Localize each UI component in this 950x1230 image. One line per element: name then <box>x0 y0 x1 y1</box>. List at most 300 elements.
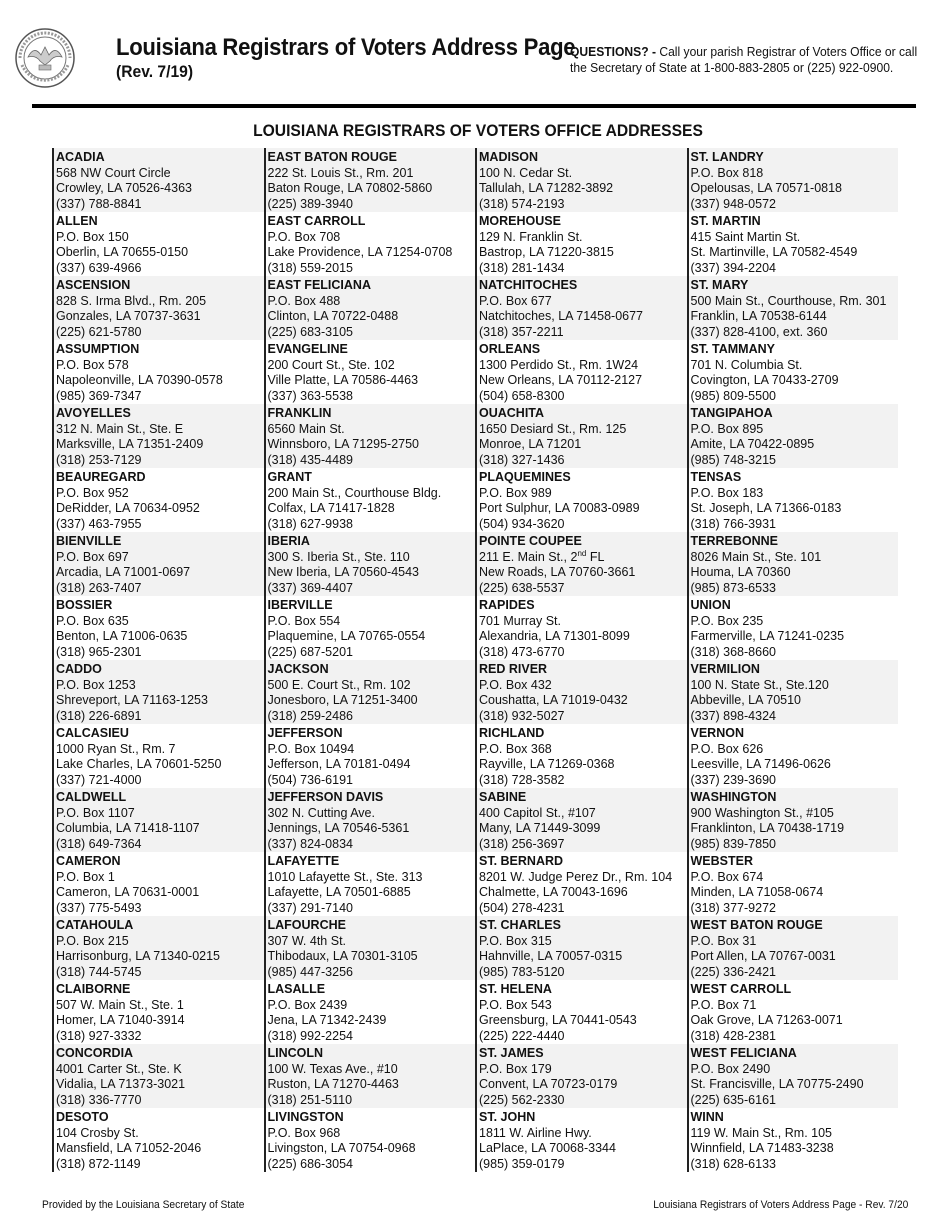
parish-name: CLAIBORNE <box>56 982 131 996</box>
parish-name: RICHLAND <box>479 726 545 740</box>
address-line-1: 1650 Desiard St., Rm. 125 <box>479 421 627 436</box>
parish-entry <box>477 148 687 212</box>
parish-name: LASALLE <box>267 982 326 996</box>
address-line-1: 701 N. Columbia St. <box>690 357 803 372</box>
address-line-2: Many, LA 71449-3099 <box>479 821 601 836</box>
address-line-1: 100 N. State St., Ste.120 <box>690 677 829 692</box>
parish-entry <box>689 852 899 916</box>
phone-number: (225) 389-3940 <box>267 196 353 211</box>
phone-number: (985) 369-7347 <box>56 388 142 403</box>
address-line-1: 300 S. Iberia St., Ste. 110 <box>267 549 410 564</box>
phone-number: (225) 683-3105 <box>267 324 353 339</box>
parish-entry <box>689 980 899 1044</box>
address-line-2: St. Francisville, LA 70775-2490 <box>690 1077 864 1092</box>
parish-entry <box>689 340 899 404</box>
parish-entry <box>54 468 264 532</box>
parish-name: MOREHOUSE <box>479 214 561 228</box>
parish-entry <box>266 276 476 340</box>
parish-entry <box>54 212 264 276</box>
parish-name: ORLEANS <box>479 342 541 356</box>
phone-number: (318) 263-7407 <box>56 580 142 595</box>
address-line-2: Tallulah, LA 71282-3892 <box>479 181 614 196</box>
address-line-1: P.O. Box 697 <box>56 549 129 564</box>
parish-name: WASHINGTON <box>690 790 777 804</box>
address-line-2: Thibodaux, LA 70301-3105 <box>267 949 418 964</box>
address-line-2: Gonzales, LA 70737-3631 <box>56 309 201 324</box>
address-line-2: Alexandria, LA 71301-8099 <box>479 629 630 644</box>
parish-entry <box>477 788 687 852</box>
phone-number: (504) 736-6191 <box>267 772 353 787</box>
parish-entry <box>689 148 899 212</box>
parish-entry <box>266 468 476 532</box>
address-line-2: Covington, LA 70433-2709 <box>690 373 839 388</box>
questions-label: QUESTIONS? - <box>570 44 656 59</box>
parish-name: BOSSIER <box>56 598 113 612</box>
address-line-2: Cameron, LA 70631-0001 <box>56 885 200 900</box>
address-line-2: Winnfield, LA 71483-3238 <box>690 1141 834 1156</box>
address-line-1: P.O. Box 626 <box>690 741 764 756</box>
address-line-2: Napoleonville, LA 70390-0578 <box>56 373 223 388</box>
address-line-1: P.O. Box 235 <box>690 613 764 628</box>
address-line-1: 900 Washington St., #105 <box>690 805 834 820</box>
address-line-1: 312 N. Main St., Ste. E <box>56 421 184 436</box>
address-line-2: LaPlace, LA 70068-3344 <box>479 1141 616 1156</box>
phone-number: (225) 635-6161 <box>690 1092 776 1107</box>
phone-number: (318) 428-2381 <box>690 1028 776 1043</box>
address-line-1: 1010 Lafayette St., Ste. 313 <box>267 869 423 884</box>
parish-entry <box>266 340 476 404</box>
address-line-2: Shreveport, LA 71163-1253 <box>56 693 208 708</box>
phone-number: (318) 927-3332 <box>56 1028 142 1043</box>
phone-number: (318) 368-8660 <box>690 644 776 659</box>
address-line-2: Franklin, LA 70538-6144 <box>690 309 827 324</box>
address-line-1: 507 W. Main St., Ste. 1 <box>56 997 184 1012</box>
address-line-1: P.O. Box 578 <box>56 357 129 372</box>
address-line-1: P.O. Box 818 <box>690 165 764 180</box>
address-line-1: 211 E. Main St., 2nd FL <box>479 548 605 564</box>
address-line-2: Natchitoches, LA 71458-0677 <box>479 309 644 324</box>
parish-entry <box>477 660 687 724</box>
page-heading: LOUISIANA REGISTRARS OF VOTERS OFFICE ADDRESSES <box>253 121 703 140</box>
phone-number: (318) 627-9938 <box>267 516 353 531</box>
parish-name: WEST CARROLL <box>690 982 792 996</box>
address-line-2: St. Joseph, LA 71366-0183 <box>690 501 842 516</box>
address-line-1: 500 E. Court St., Rm. 102 <box>267 677 411 692</box>
address-line-2: New Orleans, LA 70112-2127 <box>479 373 643 388</box>
parish-name: UNION <box>690 598 731 612</box>
parish-name: ASSUMPTION <box>56 342 140 356</box>
address-line-2: Oberlin, LA 70655-0150 <box>56 245 189 260</box>
address-line-2: New Roads, LA 70760-3661 <box>479 565 636 580</box>
parish-name: ASCENSION <box>56 278 131 292</box>
phone-number: (318) 327-1436 <box>479 452 565 467</box>
parish-entry <box>54 404 264 468</box>
parish-entry <box>477 468 687 532</box>
address-line-2: Bastrop, LA 71220-3815 <box>479 245 614 260</box>
address-line-2: Jennings, LA 70546-5361 <box>267 821 410 836</box>
address-line-1: P.O. Box 368 <box>479 741 552 756</box>
parish-entry <box>266 916 476 980</box>
address-line-1: P.O. Box 635 <box>56 613 129 628</box>
parish-name: LAFOURCHE <box>267 918 346 932</box>
phone-number: (318) 253-7129 <box>56 452 142 467</box>
parish-name: CADDO <box>56 662 102 676</box>
address-grid <box>52 148 898 1172</box>
parish-entry <box>266 404 476 468</box>
address-line-1: 8026 Main St., Ste. 101 <box>690 549 822 564</box>
address-line-2: St. Martinville, LA 70582-4549 <box>690 245 858 260</box>
parish-entry <box>689 404 899 468</box>
phone-number: (318) 965-2301 <box>56 644 142 659</box>
address-line-1: P.O. Box 674 <box>690 869 764 884</box>
address-line-2: Clinton, LA 70722-0488 <box>267 309 399 324</box>
parish-entry <box>54 916 264 980</box>
phone-number: (337) 463-7955 <box>56 516 142 531</box>
phone-number: (318) 256-3697 <box>479 836 565 851</box>
phone-number: (318) 559-2015 <box>267 260 353 275</box>
address-line-2: Farmerville, LA 71241-0235 <box>690 629 845 644</box>
parish-entry <box>54 532 264 596</box>
parish-entry <box>689 596 899 660</box>
parish-name: CATAHOULA <box>56 918 134 932</box>
parish-name: EVANGELINE <box>267 342 348 356</box>
address-line-2: Chalmette, LA 70043-1696 <box>479 885 628 900</box>
phone-number: (225) 638-5537 <box>479 580 565 595</box>
address-line-1: P.O. Box 315 <box>479 933 552 948</box>
parish-entry <box>477 340 687 404</box>
address-line-1: 400 Capitol St., #107 <box>479 805 596 820</box>
address-line-1: P.O. Box 71 <box>690 997 757 1012</box>
address-line-1: 415 Saint Martin St. <box>690 229 801 244</box>
address-line-2: Port Allen, LA 70767-0031 <box>690 949 836 964</box>
parish-name: ACADIA <box>56 150 105 164</box>
parish-name: ST. CHARLES <box>479 918 561 932</box>
parish-name: TENSAS <box>690 470 742 484</box>
parish-entry <box>54 724 264 788</box>
parish-name: FRANKLIN <box>267 406 332 420</box>
parish-entry <box>266 212 476 276</box>
address-line-1: P.O. Box 543 <box>479 997 552 1012</box>
parish-entry <box>266 532 476 596</box>
parish-entry <box>689 1044 899 1108</box>
parish-name: TERREBONNE <box>690 534 779 548</box>
parish-entry <box>266 1044 476 1108</box>
address-line-2: Greensburg, LA 70441-0543 <box>479 1013 637 1028</box>
address-line-1: 500 Main St., Courthouse, Rm. 301 <box>690 293 887 308</box>
parish-name: DESOTO <box>56 1110 109 1124</box>
parish-entry <box>689 788 899 852</box>
address-line-1: P.O. Box 150 <box>56 229 129 244</box>
address-line-1: 4001 Carter St., Ste. K <box>56 1061 182 1076</box>
address-line-1: 1000 Ryan St., Rm. 7 <box>56 741 176 756</box>
parish-entry <box>689 1108 899 1172</box>
address-line-1: P.O. Box 179 <box>479 1061 552 1076</box>
phone-number: (337) 639-4966 <box>56 260 142 275</box>
address-line-2: Columbia, LA 71418-1107 <box>56 821 200 836</box>
parish-name: ALLEN <box>56 214 98 228</box>
parish-name: ST. HELENA <box>479 982 552 996</box>
address-line-2: Livingston, LA 70754-0968 <box>267 1141 416 1156</box>
phone-number: (985) 359-0179 <box>479 1156 565 1171</box>
phone-number: (318) 377-9272 <box>690 900 776 915</box>
address-line-1: 100 N. Cedar St. <box>479 165 573 180</box>
address-line-1: 1300 Perdido St., Rm. 1W24 <box>479 357 639 372</box>
parish-name: BEAUREGARD <box>56 470 146 484</box>
address-line-2: Harrisonburg, LA 71340-0215 <box>56 949 221 964</box>
address-line-2: Crowley, LA 70526-4363 <box>56 181 192 196</box>
parish-entry <box>54 660 264 724</box>
phone-number: (985) 873-6533 <box>690 580 776 595</box>
phone-number: (337) 828-4100, ext. 360 <box>690 324 828 339</box>
parish-name: VERNON <box>690 726 744 740</box>
address-line-1: P.O. Box 895 <box>690 421 764 436</box>
parish-entry <box>266 660 476 724</box>
address-line-1: 119 W. Main St., Rm. 105 <box>690 1125 832 1140</box>
address-line-1: 828 S. Irma Blvd., Rm. 205 <box>56 293 207 308</box>
phone-number: (318) 728-3582 <box>479 772 565 787</box>
parish-entry <box>689 532 899 596</box>
address-line-1: 200 Main St., Courthouse Bldg. <box>267 485 442 500</box>
parish-name: WEST FELICIANA <box>690 1046 797 1060</box>
parish-entry <box>54 148 264 212</box>
parish-entry <box>477 1108 687 1172</box>
address-line-1: P.O. Box 1 <box>56 869 115 884</box>
parish-entry <box>477 980 687 1044</box>
address-line-1: 701 Murray St. <box>479 613 561 628</box>
phone-number: (225) 562-2330 <box>479 1092 565 1107</box>
address-line-2: Jena, LA 71342-2439 <box>267 1013 387 1028</box>
phone-number: (318) 336-7770 <box>56 1092 142 1107</box>
address-line-2: Homer, LA 71040-3914 <box>56 1013 185 1028</box>
parish-entry <box>54 340 264 404</box>
phone-number: (985) 748-3215 <box>690 452 776 467</box>
address-line-2: Oak Grove, LA 71263-0071 <box>690 1013 843 1028</box>
parish-entry <box>54 980 264 1044</box>
phone-number: (225) 686-3054 <box>267 1156 353 1171</box>
address-line-2: Convent, LA 70723-0179 <box>479 1077 618 1092</box>
footer-provided-by: Provided by the Louisiana Secretary of State <box>42 1199 245 1211</box>
parish-entry <box>689 276 899 340</box>
parish-entry <box>266 724 476 788</box>
address-line-2: Plaquemine, LA 70765-0554 <box>267 629 426 644</box>
parish-name: CALDWELL <box>56 790 127 804</box>
parish-entry <box>266 596 476 660</box>
address-column-2 <box>264 148 476 1172</box>
header-divider <box>32 104 916 108</box>
parish-name: ST. MARY <box>690 278 749 292</box>
parish-name: JEFFERSON <box>267 726 343 740</box>
address-line-2: Lafayette, LA 70501-6885 <box>267 885 411 900</box>
parish-name: OUACHITA <box>479 406 545 420</box>
phone-number: (985) 839-7850 <box>690 836 776 851</box>
parish-name: IBERIA <box>267 534 310 548</box>
address-line-1: 100 W. Texas Ave., #10 <box>267 1061 398 1076</box>
phone-number: (318) 932-5027 <box>479 708 565 723</box>
address-line-1: P.O. Box 952 <box>56 485 129 500</box>
address-line-1: 200 Court St., Ste. 102 <box>267 357 395 372</box>
address-line-1: 8201 W. Judge Perez Dr., Rm. 104 <box>479 869 673 884</box>
phone-number: (504) 658-8300 <box>479 388 565 403</box>
parish-entry <box>477 916 687 980</box>
address-line-1: P.O. Box 1253 <box>56 677 136 692</box>
phone-number: (225) 621-5780 <box>56 324 142 339</box>
phone-number: (225) 687-5201 <box>267 644 353 659</box>
phone-number: (318) 744-5745 <box>56 964 142 979</box>
address-line-1: P.O. Box 989 <box>479 485 552 500</box>
address-line-1: P.O. Box 488 <box>267 293 341 308</box>
phone-number: (318) 766-3931 <box>690 516 776 531</box>
parish-name: ST. LANDRY <box>690 150 764 164</box>
parish-name: ST. MARTIN <box>690 214 761 228</box>
parish-name: ST. JOHN <box>479 1110 536 1124</box>
parish-name: ST. BERNARD <box>479 854 564 868</box>
parish-name: CONCORDIA <box>56 1046 134 1060</box>
phone-number: (318) 628-6133 <box>690 1156 776 1171</box>
phone-number: (337) 948-0572 <box>690 196 776 211</box>
parish-name: PLAQUEMINES <box>479 470 571 484</box>
address-line-2: Ruston, LA 71270-4463 <box>267 1077 399 1092</box>
address-line-2: Marksville, LA 71351-2409 <box>56 437 204 452</box>
address-line-2: Lake Providence, LA 71254-0708 <box>267 245 453 260</box>
parish-entry <box>266 852 476 916</box>
parish-name: RAPIDES <box>479 598 535 612</box>
address-line-2: Colfax, LA 71417-1828 <box>267 501 395 516</box>
phone-number: (318) 226-6891 <box>56 708 142 723</box>
phone-number: (985) 809-5500 <box>690 388 776 403</box>
phone-number: (337) 369-4407 <box>267 580 353 595</box>
address-line-2: New Iberia, LA 70560-4543 <box>267 565 419 580</box>
address-line-1: 104 Crosby St. <box>56 1125 139 1140</box>
parish-name: GRANT <box>267 470 312 484</box>
parish-entry <box>477 596 687 660</box>
parish-entry <box>54 1108 264 1172</box>
phone-number: (337) 898-4324 <box>690 708 776 723</box>
parish-name: CAMERON <box>56 854 121 868</box>
questions-text: Call your parish Registrar of Voters Office or call the Secretary of State at 1-800-883-2805 or (225) 922-0900. <box>570 44 918 75</box>
parish-entry <box>54 1044 264 1108</box>
address-line-1: P.O. Box 2439 <box>267 997 348 1012</box>
parish-entry <box>477 852 687 916</box>
phone-number: (318) 992-2254 <box>267 1028 353 1043</box>
address-line-1: P.O. Box 215 <box>56 933 129 948</box>
parish-entry <box>266 980 476 1044</box>
address-line-2: Benton, LA 71006-0635 <box>56 629 188 644</box>
parish-name: LIVINGSTON <box>267 1110 344 1124</box>
parish-entry <box>689 468 899 532</box>
parish-entry <box>54 276 264 340</box>
phone-number: (337) 824-0834 <box>267 836 353 851</box>
parish-name: AVOYELLES <box>56 406 131 420</box>
phone-number: (985) 783-5120 <box>479 964 565 979</box>
address-line-1: P.O. Box 708 <box>267 229 341 244</box>
parish-name: EAST FELICIANA <box>267 278 371 292</box>
address-line-2: Ville Platte, LA 70586-4463 <box>267 373 419 388</box>
state-seal-icon <box>14 27 76 89</box>
address-line-1: 129 N. Franklin St. <box>479 229 583 244</box>
address-line-2: Hahnville, LA 70057-0315 <box>479 949 623 964</box>
questions-note <box>570 44 923 76</box>
parish-name: VERMILION <box>690 662 760 676</box>
phone-number: (225) 222-4440 <box>479 1028 565 1043</box>
address-line-2: Houma, LA 70360 <box>690 565 791 580</box>
phone-number: (504) 934-3620 <box>479 516 565 531</box>
address-line-2: Minden, LA 71058-0674 <box>690 885 824 900</box>
parish-entry <box>689 724 899 788</box>
address-line-1: P.O. Box 10494 <box>267 741 355 756</box>
page-header <box>0 0 950 110</box>
phone-number: (318) 281-1434 <box>479 260 565 275</box>
address-line-2: DeRidder, LA 70634-0952 <box>56 501 200 516</box>
parish-name: WEST BATON ROUGE <box>690 918 823 932</box>
parish-name: BIENVILLE <box>56 534 122 548</box>
phone-number: (337) 363-5538 <box>267 388 353 403</box>
address-line-2: Opelousas, LA 70571-0818 <box>690 181 843 196</box>
phone-number: (337) 721-4000 <box>56 772 142 787</box>
phone-number: (318) 435-4489 <box>267 452 353 467</box>
parish-name: JEFFERSON DAVIS <box>267 790 384 804</box>
document-title: Louisiana Registrars of Voters Address Page <box>116 34 576 61</box>
address-line-2: Jonesboro, LA 71251-3400 <box>267 693 418 708</box>
address-line-1: P.O. Box 183 <box>690 485 764 500</box>
parish-entry <box>689 916 899 980</box>
phone-number: (225) 336-2421 <box>690 964 776 979</box>
phone-number: (985) 447-3256 <box>267 964 353 979</box>
address-line-1: 6560 Main St. <box>267 421 345 436</box>
address-line-2: Monroe, LA 71201 <box>479 437 582 452</box>
address-line-2: Franklinton, LA 70438-1719 <box>690 821 845 836</box>
parish-entry <box>477 404 687 468</box>
parish-name: TANGIPAHOA <box>690 406 773 420</box>
parish-entry <box>266 1108 476 1172</box>
address-line-2: Winnsboro, LA 71295-2750 <box>267 437 419 452</box>
parish-entry <box>477 532 687 596</box>
address-line-2: Jefferson, LA 70181-0494 <box>267 757 411 772</box>
address-column-4 <box>687 148 899 1172</box>
parish-entry <box>54 852 264 916</box>
parish-name: MADISON <box>479 150 539 164</box>
parish-entry <box>477 724 687 788</box>
parish-name: SABINE <box>479 790 527 804</box>
address-column-1 <box>52 148 264 1172</box>
address-line-2: Arcadia, LA 71001-0697 <box>56 565 191 580</box>
parish-entry <box>689 212 899 276</box>
phone-number: (318) 872-1149 <box>56 1156 141 1171</box>
address-line-2: Leesville, LA 71496-0626 <box>690 757 831 772</box>
parish-name: EAST CARROLL <box>267 214 366 228</box>
phone-number: (337) 239-3690 <box>690 772 776 787</box>
address-line-1: P.O. Box 432 <box>479 677 552 692</box>
revision-label: (Rev. 7/19) <box>116 62 194 81</box>
phone-number: (318) 649-7364 <box>56 836 142 851</box>
parish-name: WINN <box>690 1110 724 1124</box>
address-line-1: 1811 W. Airline Hwy. <box>479 1125 592 1140</box>
address-line-1: 307 W. 4th St. <box>267 933 347 948</box>
address-line-2: Vidalia, LA 71373-3021 <box>56 1077 186 1092</box>
parish-entry <box>477 276 687 340</box>
address-line-1: P.O. Box 31 <box>690 933 757 948</box>
address-line-2: Mansfield, LA 71052-2046 <box>56 1141 202 1156</box>
address-line-2: Amite, LA 70422-0895 <box>690 437 815 452</box>
address-line-2: Coushatta, LA 71019-0432 <box>479 693 628 708</box>
parish-name: CALCASIEU <box>56 726 129 740</box>
footer-page-label: Louisiana Registrars of Voters Address Page - Rev. 7/20 <box>652 1199 908 1211</box>
address-line-1: P.O. Box 968 <box>267 1125 341 1140</box>
address-line-1: P.O. Box 554 <box>267 613 341 628</box>
parish-name: WEBSTER <box>690 854 753 868</box>
phone-number: (337) 775-5493 <box>56 900 142 915</box>
phone-number: (337) 394-2204 <box>690 260 776 275</box>
address-line-1: P.O. Box 2490 <box>690 1061 771 1076</box>
